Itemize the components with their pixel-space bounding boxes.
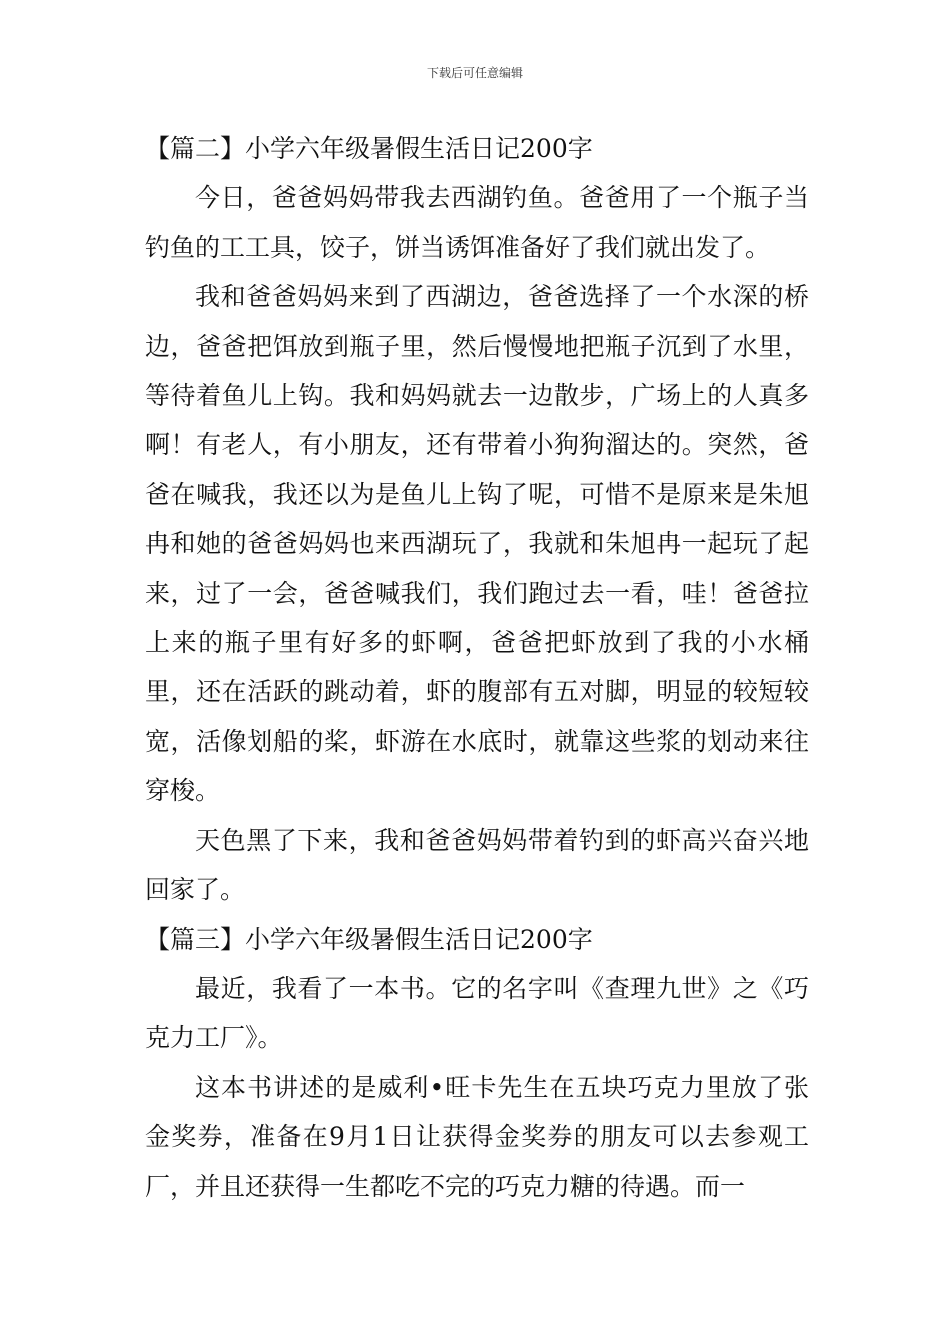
paragraph: 这本书讲述的是威利•旺卡先生在五块巧克力里放了张金奖券，准备在9月1日让获得金奖券的朋友可以去参观工厂，并且还获得一生都吃不完的巧克力糖的待遇。而一 [145,1072,809,1201]
header-note: 下载后可任意编辑 [426,66,523,80]
paragraph: 天色黑了下来，我和爸爸妈妈带着钓到的虾高兴奋兴地回家了。 [145,825,809,905]
paragraph: 最近，我看了一本书。它的名字叫《查理九世》之《巧克力工厂》。 [145,973,809,1053]
section-heading-2: 【篇二】小学六年级暑假生活日记200字 [145,134,593,163]
paragraph: 我和爸爸妈妈来到了西湖边，爸爸选择了一个水深的桥边，爸爸把饵放到瓶子里，然后慢慢地把瓶子沉到了水里，等待着鱼儿上钩。我和妈妈就去一边散步，广场上的人真多啊！有老人，有小朋友，还有带着小狗狗溜达的。突然，爸爸在喊我，我还以为是鱼儿上钩了呢，可惜不是原来是朱旭冉和她的爸爸妈妈也来西湖玩了，我就和朱旭冉一起玩了起来，过了一会，爸爸喊我们，我们跑过去一看，哇！爸爸拉上来的瓶子里有好多的虾啊，爸爸把虾放到了我的小水桶里，还在活跃的跳动着，虾的腹部有五对脚，明显的较短较宽，活像划船的桨，虾游在水底时，就靠这些浆的划动来往穿梭。 [145,282,809,806]
section-heading-3: 【篇三】小学六年级暑假生活日记200字 [145,924,593,954]
document-body [145,124,809,1211]
paragraph: 今日，爸爸妈妈带我去西湖钓鱼。爸爸用了一个瓶子当钓鱼的工工具，饺子，饼当诱饵准备好了我们就出发了。 [145,183,809,262]
